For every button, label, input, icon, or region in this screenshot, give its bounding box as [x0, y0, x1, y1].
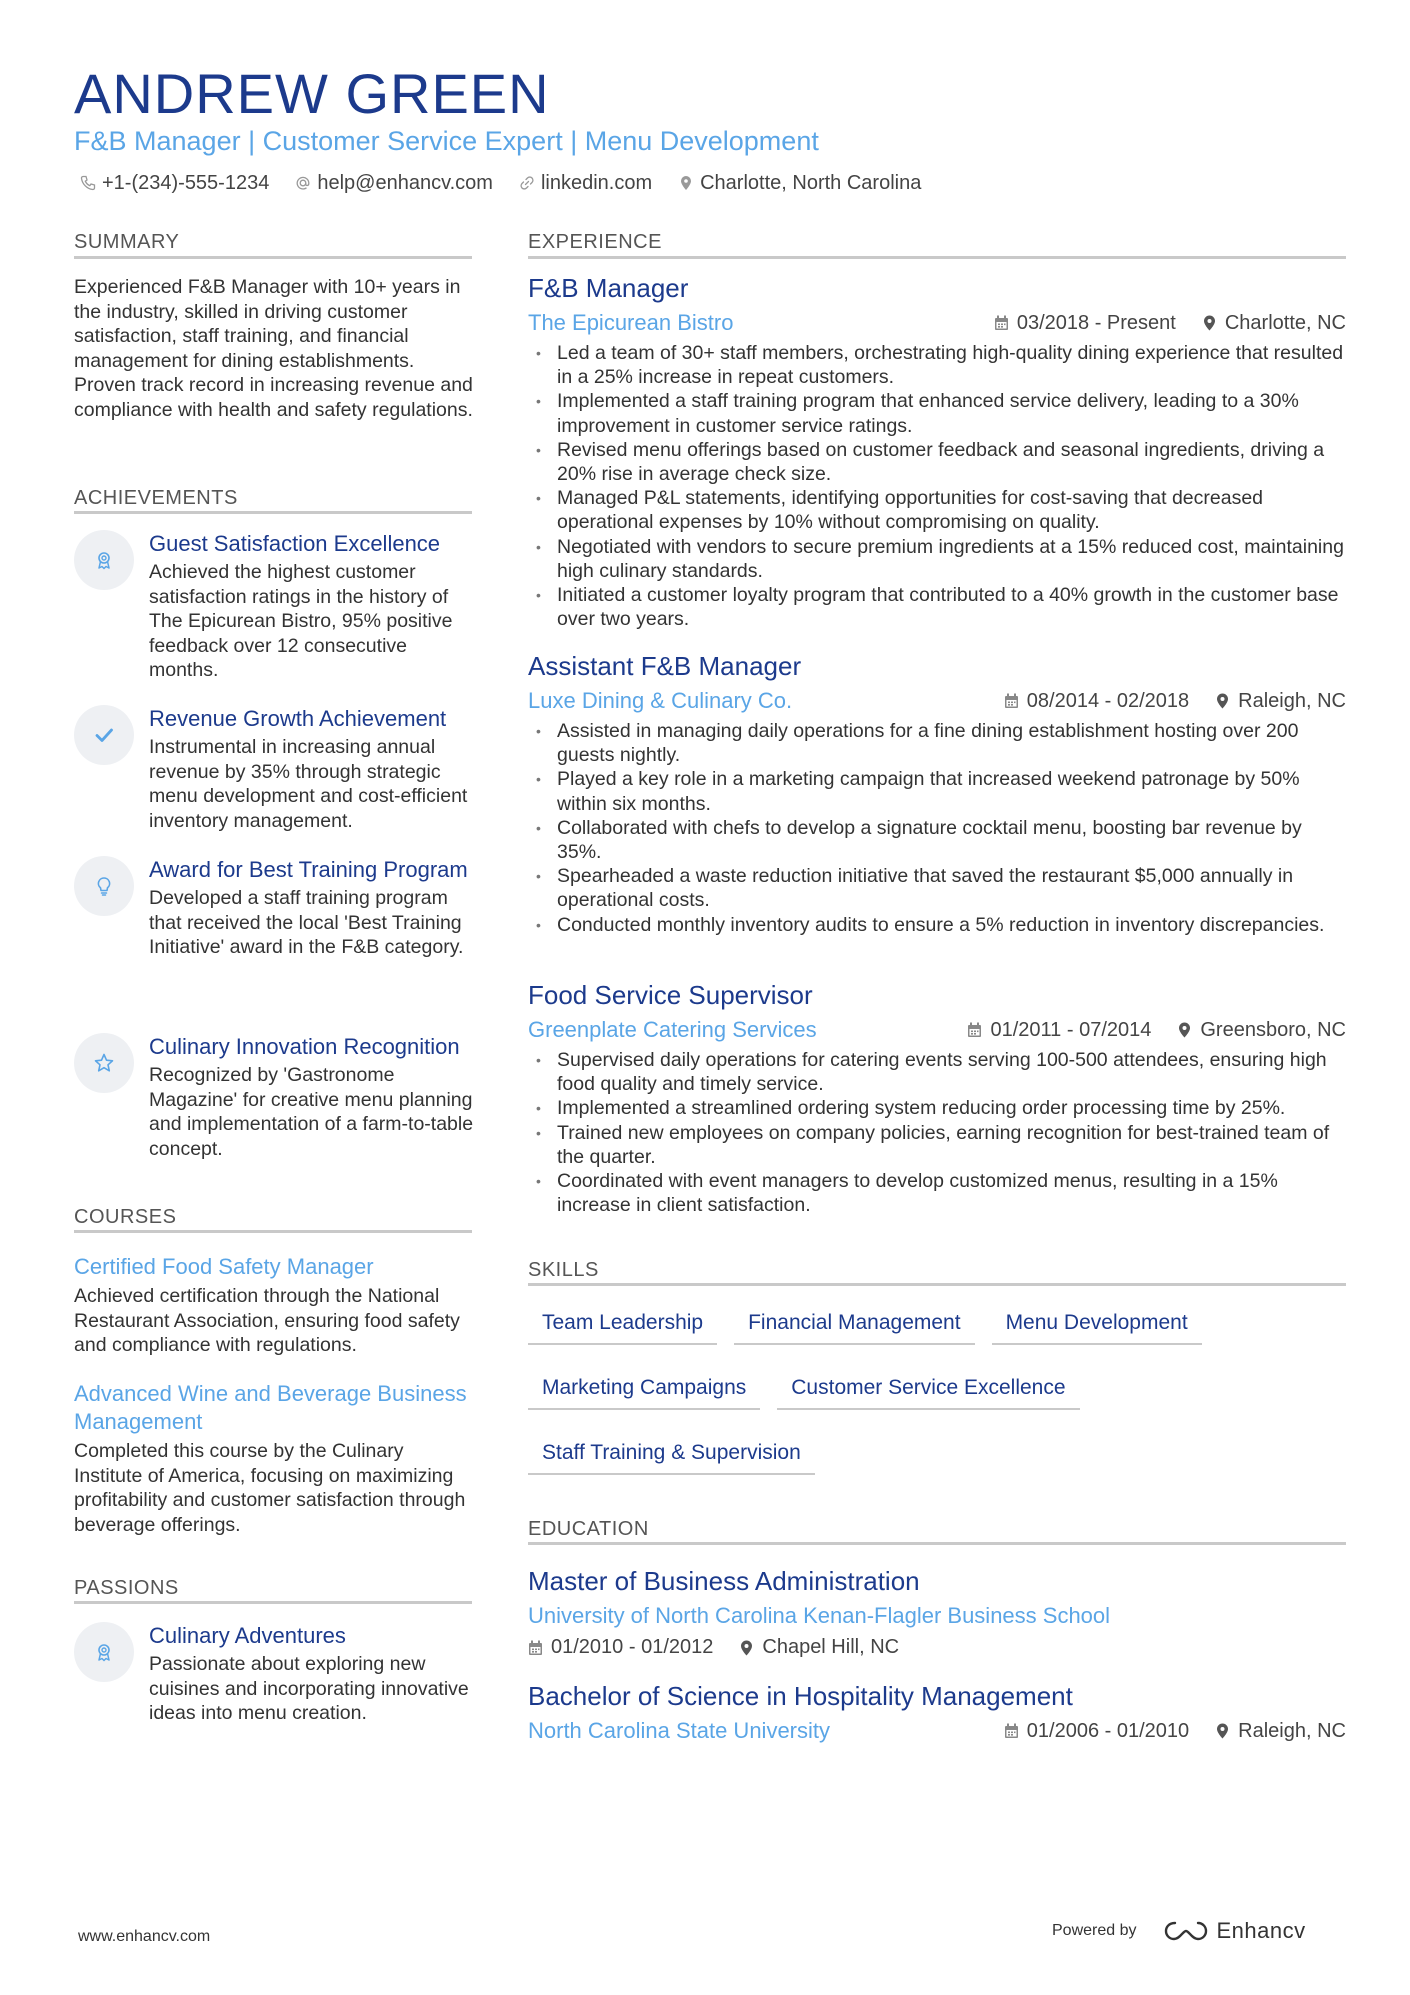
bullet: • Collaborated with chefs to develop a signature cocktail menu, boosting bar revenue by 35%.: [528, 816, 1346, 864]
summary-rule: [74, 256, 472, 259]
passions-rule: [74, 1601, 472, 1604]
achievement-text: Achieved the highest customer satisfaction ratings in the history of The Epicurean Bistro, 95% positive feedback over 12 consecutive months.: [149, 561, 453, 681]
phone-text: +1-(234)-555-1234: [102, 172, 270, 194]
skill-tag: Financial Management: [734, 1305, 974, 1345]
education-heading: EDUCATION: [528, 1518, 649, 1540]
at-icon: [295, 175, 311, 191]
job-entry: [528, 272, 1346, 631]
enhancv-logo-icon: [1163, 1919, 1209, 1943]
calendar-icon: [994, 315, 1009, 331]
achievement-icon-wrap: [74, 1033, 134, 1093]
location-text: Charlotte, North Carolina: [700, 172, 922, 194]
calendar-icon: [1004, 693, 1019, 709]
job-dates: 08/2014 - 02/2018: [1026, 689, 1190, 712]
education-rule: [528, 1542, 1346, 1545]
enhancv-logo-text: Enhancv: [1216, 1918, 1306, 1943]
job-dates: 03/2018 - Present: [1016, 311, 1176, 334]
school-name: University of North Carolina Kenan-Flagler Business School: [528, 1603, 1111, 1628]
course-title: Advanced Wine and Beverage Business Management: [74, 1381, 467, 1434]
contact-linkedin[interactable]: [519, 170, 652, 196]
job-title: F&B Manager: [528, 273, 689, 303]
lightbulb-icon: [93, 875, 115, 897]
course-title: Certified Food Safety Manager: [74, 1254, 374, 1279]
experience-rule: [528, 256, 1346, 259]
bullet: • Managed P&L statements, identifying opportunities for cost-saving that decreased operational expenses by 10% without compromising on quality.: [528, 486, 1346, 534]
check-icon: [93, 724, 115, 746]
bullet: • Led a team of 30+ staff members, orchestrating high-quality dining experience that resulted in a 25% increase in repeat customers.: [528, 341, 1346, 389]
experience-heading: EXPERIENCE: [528, 231, 662, 253]
achievements-rule: [74, 511, 472, 514]
education-location: Raleigh, NC: [1238, 1719, 1346, 1742]
bullet: • Initiated a customer loyalty program that contributed to a 40% growth in the customer base over two years.: [528, 583, 1346, 631]
achievement-text: Instrumental in increasing annual revenue by 35% through strategic menu development and cost-efficient inventory management.: [149, 736, 468, 832]
achievement-title: Award for Best Training Program: [149, 857, 468, 882]
achievement-icon-wrap: [74, 856, 134, 916]
passion-title: Culinary Adventures: [149, 1623, 346, 1648]
phone-icon: [80, 175, 96, 191]
education-dates: 01/2006 - 01/2010: [1026, 1719, 1190, 1742]
calendar-icon: [967, 1022, 982, 1038]
bullet: • Revised menu offerings based on customer feedback and seasonal ingredients, driving a 20% rise in average check size.: [528, 438, 1346, 486]
skills-heading: SKILLS: [528, 1259, 599, 1281]
job-bullets: [528, 719, 1346, 937]
achievements-heading: ACHIEVEMENTS: [74, 487, 238, 509]
contact-phone[interactable]: [80, 170, 269, 196]
powered-by-label: Powered by: [1052, 1922, 1137, 1939]
school-name: North Carolina State University: [528, 1718, 831, 1743]
job-title: Food Service Supervisor: [528, 980, 813, 1010]
linkedin-text: linkedin.com: [540, 172, 653, 194]
contact-bar: [80, 170, 921, 196]
courses-rule: [74, 1230, 472, 1233]
job-bullets: [528, 341, 1346, 631]
footer-website[interactable]: www.enhancv.com: [78, 1928, 211, 1945]
award-icon: [93, 1641, 115, 1663]
job-title: Assistant F&B Manager: [528, 651, 802, 681]
degree-title: Bachelor of Science in Hospitality Management: [528, 1681, 1073, 1711]
passions-heading: PASSIONS: [74, 1577, 179, 1599]
company-name: The Epicurean Bistro: [528, 310, 734, 335]
degree-title: Master of Business Administration: [528, 1566, 920, 1596]
achievement-title: Culinary Innovation Recognition: [149, 1034, 460, 1059]
skill-tag: Marketing Campaigns: [528, 1370, 760, 1410]
education-dates: 01/2010 - 01/2012: [551, 1636, 714, 1658]
skill-tag: Staff Training & Supervision: [528, 1435, 815, 1475]
courses-heading: COURSES: [74, 1206, 177, 1228]
award-icon: [93, 549, 115, 571]
achievement-icon-wrap: [74, 530, 134, 590]
job-dates: 01/2011 - 07/2014: [990, 1018, 1152, 1041]
education-location: Chapel Hill, NC: [762, 1636, 900, 1658]
calendar-icon: [528, 1640, 543, 1656]
link-icon: [519, 175, 535, 191]
skill-tag: Customer Service Excellence: [777, 1370, 1079, 1410]
achievement-title: Revenue Growth Achievement: [149, 706, 447, 731]
achievement-text: Developed a staff training program that received the local 'Best Training Initiative' award in the F&B category.: [149, 887, 464, 958]
headline: F&B Manager | Customer Service Expert | Menu Development: [74, 126, 819, 156]
location-pin-icon: [1177, 1022, 1192, 1038]
job-location: Charlotte, NC: [1224, 311, 1346, 334]
education-entry: [528, 1565, 1346, 1659]
achievement-title: Guest Satisfaction Excellence: [149, 531, 441, 556]
candidate-name: ANDREW GREEN: [74, 62, 550, 125]
location-pin-icon: [739, 1640, 754, 1656]
bullet: • Played a key role in a marketing campaign that increased weekend patronage by 50% within six months.: [528, 767, 1346, 815]
achievement-text: Recognized by 'Gastronome Magazine' for creative menu planning and implementation of a farm-to-table concept.: [149, 1064, 474, 1160]
bullet: • Coordinated with event managers to develop customized menus, resulting in a 15% increase in client satisfaction.: [528, 1169, 1346, 1217]
bullet: • Implemented a staff training program that enhanced service delivery, leading to a 30% improvement in customer service ratings.: [528, 389, 1346, 437]
job-entry: [528, 979, 1346, 1217]
passion-text: Passionate about exploring new cuisines and incorporating innovative ideas into menu creation.: [149, 1653, 469, 1724]
job-entry: [528, 650, 1346, 937]
bullet: • Implemented a streamlined ordering system reducing order processing time by 25%.: [528, 1096, 1346, 1120]
job-location: Greensboro, NC: [1200, 1018, 1346, 1041]
bullet: • Conducted monthly inventory audits to ensure a 5% reduction in inventory discrepancies.: [528, 913, 1346, 937]
enhancv-logo[interactable]: [1163, 1918, 1306, 1944]
education-entry: [528, 1680, 1346, 1745]
email-text: help@enhancv.com: [317, 172, 493, 194]
company-name: Luxe Dining & Culinary Co.: [528, 688, 793, 713]
calendar-icon: [1004, 1723, 1019, 1739]
contact-location: [678, 170, 921, 196]
course-item: [74, 1380, 474, 1537]
achievement-icon-wrap: [74, 705, 134, 765]
passion-icon-wrap: [74, 1622, 134, 1682]
job-bullets: [528, 1048, 1346, 1217]
summary-heading: SUMMARY: [74, 231, 180, 253]
location-pin-icon: [1202, 315, 1217, 331]
bullet: • Assisted in managing daily operations for a fine dining establishment hosting over 200 guests nightly.: [528, 719, 1346, 767]
job-location: Raleigh, NC: [1238, 689, 1346, 712]
skills-list: [528, 1305, 1346, 1475]
bullet: • Trained new employees on company policies, earning recognition for best-trained team of the quarter.: [528, 1121, 1346, 1169]
company-name: Greenplate Catering Services: [528, 1017, 817, 1042]
skill-tag: Team Leadership: [528, 1305, 717, 1345]
skills-rule: [528, 1283, 1346, 1286]
bullet: • Spearheaded a waste reduction initiative that saved the restaurant $5,000 annually in operational costs.: [528, 864, 1346, 912]
location-pin-icon: [1215, 693, 1230, 709]
location-pin-icon: [678, 175, 694, 191]
bullet: • Supervised daily operations for catering events serving 100-500 attendees, ensuring high food quality and timely service.: [528, 1048, 1346, 1096]
course-text: Completed this course by the Culinary Institute of America, focusing on maximizing profitability and customer satisfaction through beverage offerings.: [74, 1440, 466, 1536]
footer-branding: [1052, 1918, 1306, 1944]
course-text: Achieved certification through the National Restaurant Association, ensuring food safety and compliance with regulations.: [74, 1285, 460, 1356]
location-pin-icon: [1215, 1723, 1230, 1739]
contact-email[interactable]: [295, 170, 493, 196]
course-item: [74, 1253, 474, 1358]
summary-text: Experienced F&B Manager with 10+ years in the industry, skilled in driving customer satisfaction, staff training, and financial management for dining establishments. Proven track record in increasing revenue and compliance with health and safety regulations.: [74, 276, 473, 421]
skill-tag: Menu Development: [992, 1305, 1202, 1345]
bullet: • Negotiated with vendors to secure premium ingredients at a 15% reduced cost, maintaining high culinary standards.: [528, 535, 1346, 583]
star-icon: [93, 1052, 115, 1074]
